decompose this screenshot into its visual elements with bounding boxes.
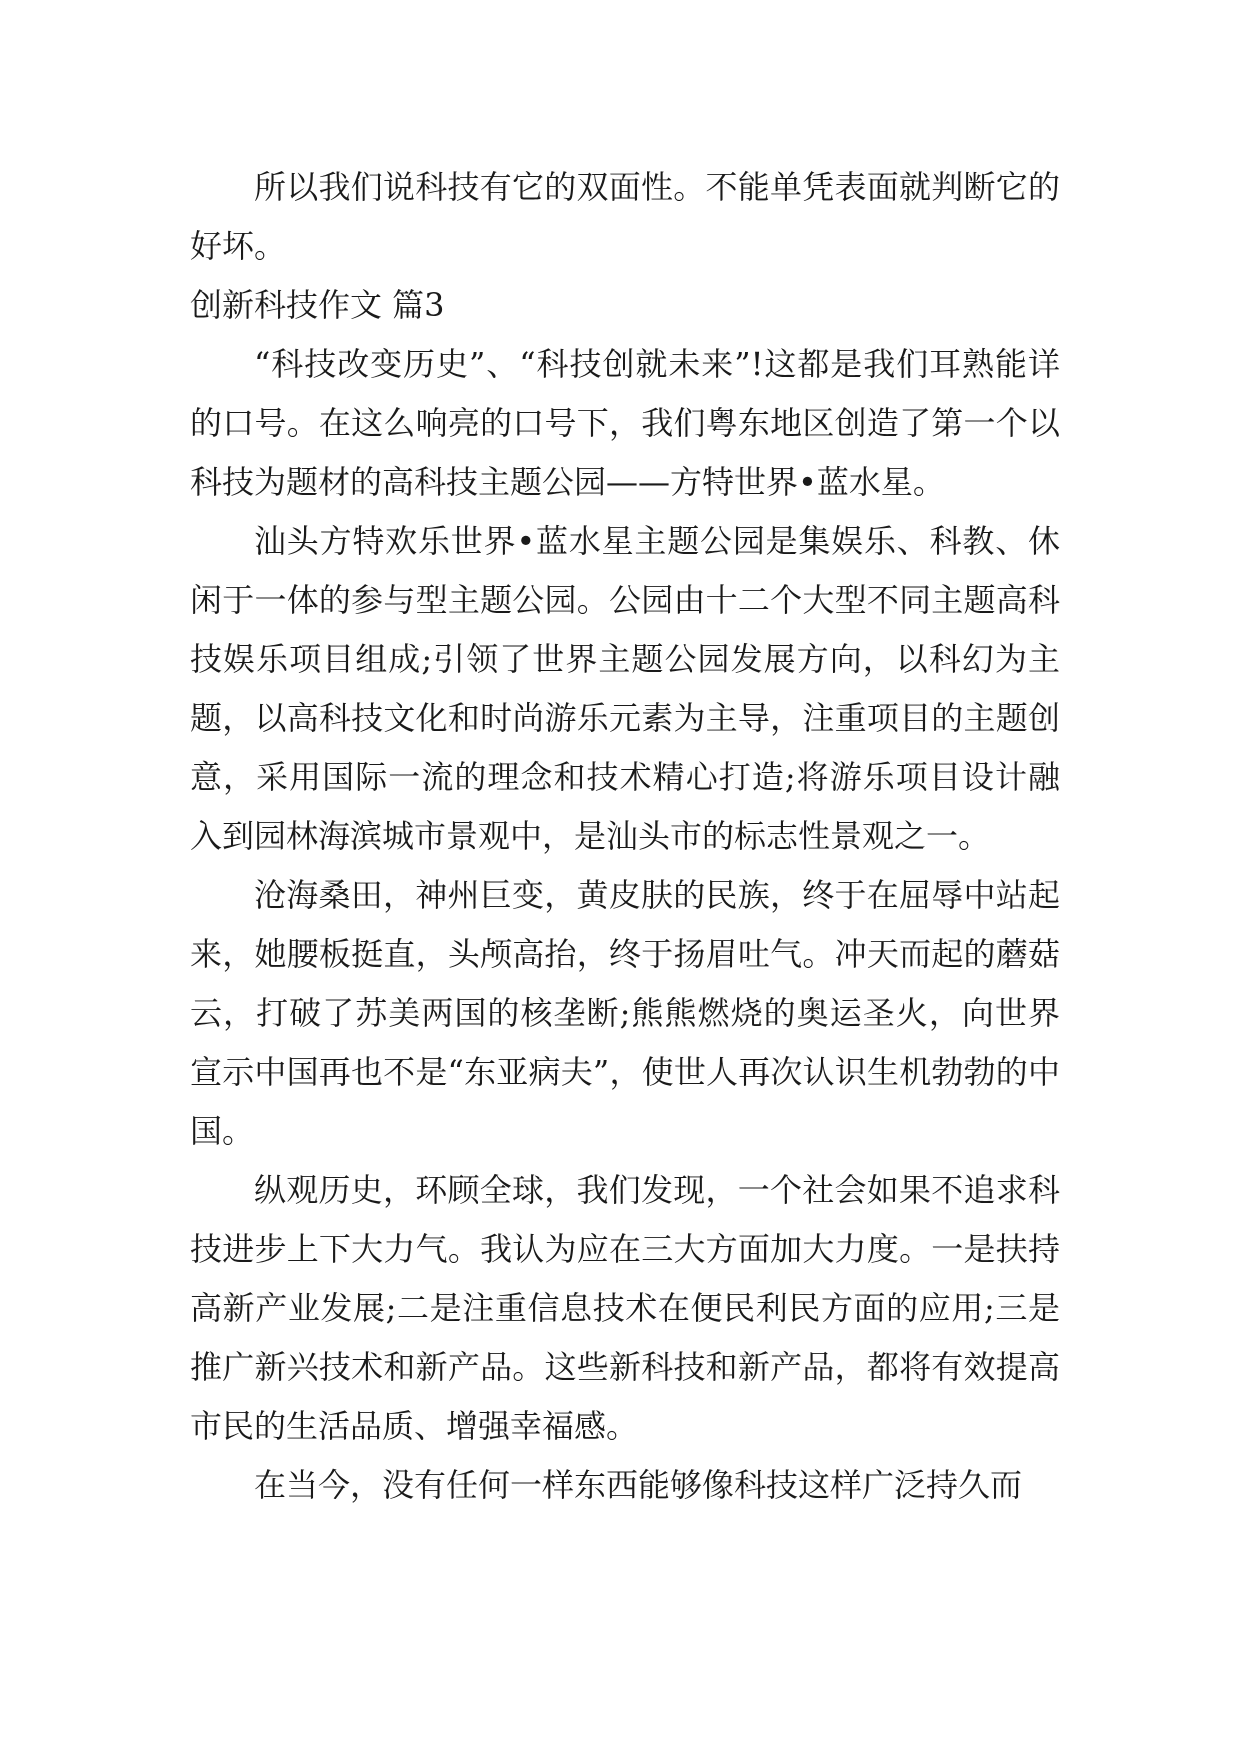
paragraph: “科技改变历史”、“科技创就未来”!这都是我们耳熟能详的口号。在这么响亮的口号下，我们粤东地区创造了第一个以科技为题材的高科技主题公园——方特世界•蓝水星。 [190,345,1060,501]
paragraph: 汕头方特欢乐世界•蓝水星主题公园是集娱乐、科教、休闲于一体的参与型主题公园。公园由十二个大型不同主题高科技娱乐项目组成;引领了世界主题公园发展方向，以科幻为主题，以高科技文化和时尚游乐元素为主导，注重项目的主题创意，采用国际一流的理念和技术精心打造;将游乐项目设计融入到园林海滨城市景观中，是汕头市的标志性景观之一。 [190,522,1060,855]
section-heading: 创新科技作文 篇3 [190,286,445,324]
paragraph: 在当今，没有任何一样东西能够像科技这样广泛持久而 [254,1466,1023,1504]
document-body [190,158,1060,1515]
paragraph: 所以我们说科技有它的双面性。不能单凭表面就判断它的好坏。 [190,168,1060,265]
paragraph: 纵观历史，环顾全球，我们发现，一个社会如果不追求科技进步上下大力气。我认为应在三大方面加大力度。一是扶持高新产业发展;二是注重信息技术在便民利民方面的应用;三是推广新兴技术和新产品。这些新科技和新产品，都将有效提高市民的生活品质、增强幸福感。 [190,1171,1060,1445]
paragraph: 沧海桑田，神州巨变，黄皮肤的民族，终于在屈辱中站起来，她腰板挺直，头颅高抬，终于扬眉吐气。冲天而起的蘑菇云，打破了苏美两国的核垄断;熊熊燃烧的奥运圣火，向世界宣示中国再也不是“东亚病夫”，使世人再次认识生机勃勃的中国。 [190,876,1060,1150]
